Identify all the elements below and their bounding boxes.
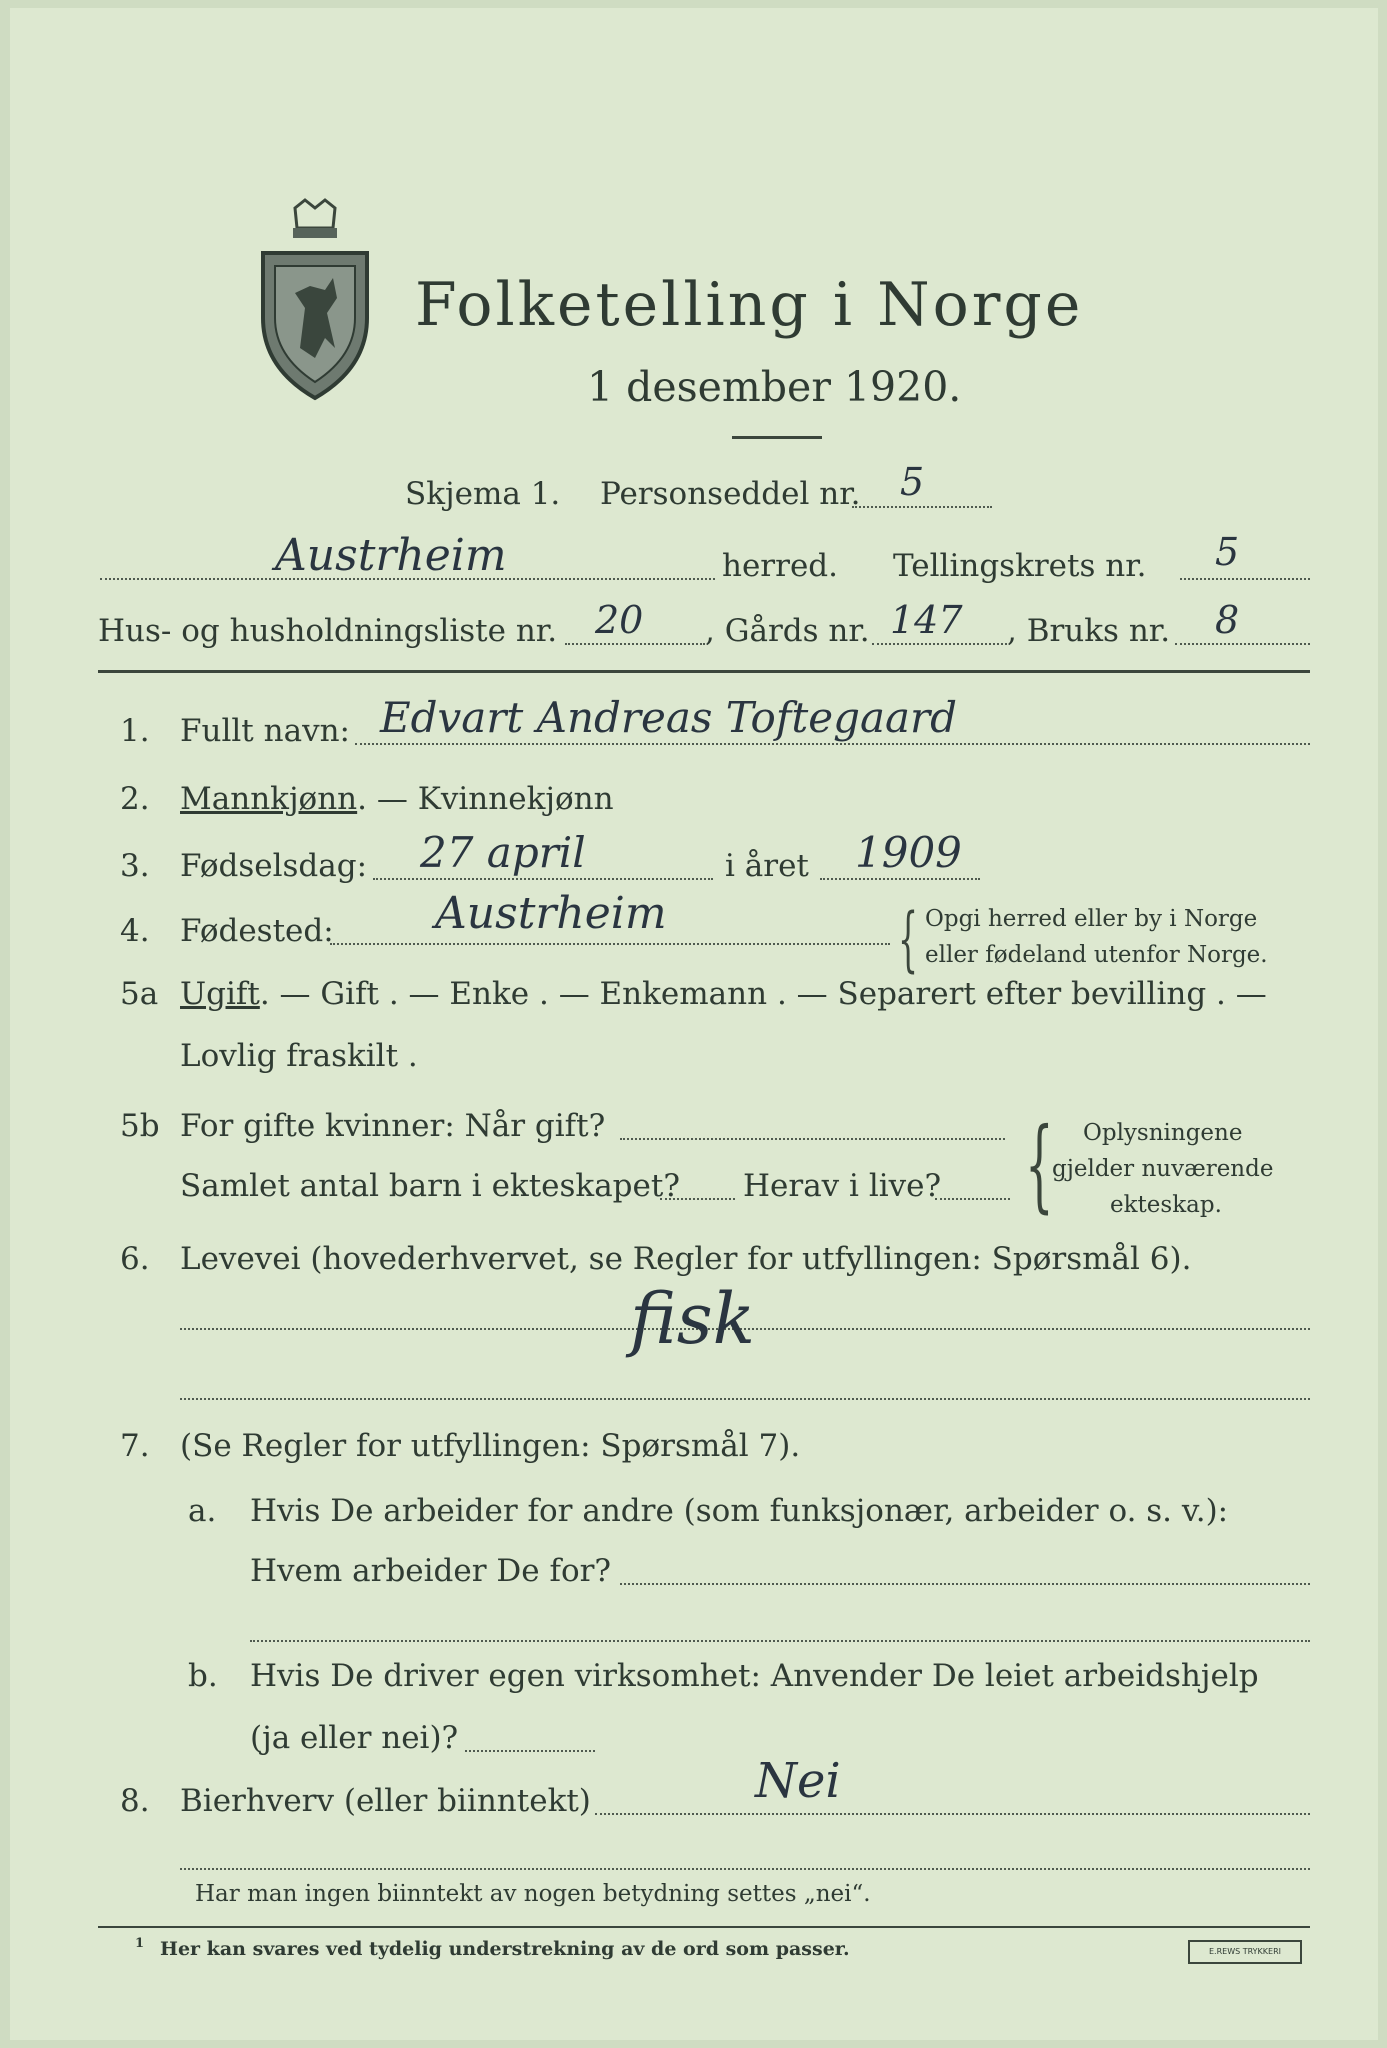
- q1-label: Fullt navn:: [180, 713, 350, 749]
- q4-label: Fødested:: [180, 913, 334, 949]
- q7b-line-1: Hvis De driver egen virksomhet: Anvender De leiet arbeidshjelp: [250, 1658, 1259, 1694]
- q8-label: Bierhverv (eller biinntekt): [180, 1783, 591, 1819]
- q4-note-2: eller fødeland utenfor Norge.: [925, 942, 1268, 968]
- sex-rest: . — Kvinnekjønn: [357, 781, 614, 817]
- q7-label: (Se Regler for utfyllingen: Spørsmål 7).: [180, 1428, 801, 1464]
- q8-note: Har man ingen biinntekt av nogen betydning settes „nei“.: [195, 1881, 871, 1907]
- hus-label: Hus- og husholdningsliste nr.: [98, 613, 558, 649]
- q7a-line-1: Hvis De arbeider for andre (som funksjonær, arbeider o. s. v.):: [250, 1493, 1229, 1529]
- title-divider: [732, 436, 822, 439]
- marital-line: [180, 976, 1267, 1012]
- q5b-note-2: gjelder nuværende: [1052, 1156, 1274, 1182]
- marital-rest: . — Gift . — Enke . — Enkemann . — Separert efter bevilling . —: [259, 976, 1267, 1012]
- q5b-line-1: For gifte kvinner: Når gift?: [180, 1108, 606, 1144]
- q3-year-label: i året: [725, 848, 809, 884]
- q3-label: Fødselsdag:: [180, 848, 368, 884]
- q3-number: 3.: [120, 848, 150, 884]
- tellingskrets-value: 5: [1215, 530, 1240, 574]
- herred-value: Austrheim: [275, 530, 507, 581]
- occupation-value: fisk: [630, 1278, 756, 1360]
- q8-number: 8.: [120, 1783, 150, 1819]
- q7a-line-2: Hvem arbeider De for?: [250, 1553, 612, 1589]
- bruks-label: , Bruks nr.: [1007, 613, 1171, 649]
- coat-of-arms-icon: [255, 198, 375, 408]
- personseddel-value: 5: [900, 460, 925, 504]
- birthplace-value: Austrheim: [435, 888, 667, 939]
- bruks-value: 8: [1215, 598, 1240, 642]
- q5b-line-2: Samlet antal barn i ekteskapet?: [180, 1168, 680, 1204]
- q4-number: 4.: [120, 913, 150, 949]
- q5b-alive: Herav i live?: [743, 1168, 942, 1204]
- q7b-line-2: (ja eller nei)?: [250, 1720, 459, 1756]
- census-form: Folketelling i Norge 1 desember 1920. Skjema 1. Personseddel nr. 5 Austrheim herred. Tellingskrets nr. 5 Hus- og husholdningsliste nr. 20 , Gårds nr. 147 , Bruks nr. 8 1. Fullt navn: Edvart Andreas Toftegaard 2. Mannkjønn. — Kvinnekjønn 3. Fødselsdag: 27 april i året 1909 4. Fødested: Austrheim { Opgi herred eller by i Norge eller fødeland utenfor Norge. 5a Ugift. — Gift . — Enke . — Enkemann . — Separert efter bevilling . — Lovlig fraskilt . 5b For gifte kvinner: Når gift? Samlet antal barn i ekteskapet? Herav i live? { Oplysningene gjelder nuværende ekteskap. 6. Levevei (hovederhvervet, se Regler for utfyllingen: Spørsmål 6). fisk 7. (Se Regler for utfyllingen: Spørsmål 7). a. Hvis De arbeider for andre (som funksjonær, arbeider o. s. v.): Hvem arbeider De for? b. Hvis De driver egen virksomhet: Anvender De leiet arbeidshjelp (ja eller nei)? 8. Bierhverv (eller biinntekt) Nei Har man ingen biinntekt av nogen betydning settes „nei“. 1 Her kan svares ved tydelig understrekning av de ord som passer. E.REWS TRYKKERI: [10, 8, 1378, 2040]
- marital-unmarried: Ugift: [180, 976, 260, 1012]
- hus-value: 20: [595, 598, 644, 642]
- sex-male: Mannkjønn: [180, 781, 358, 817]
- gards-value: 147: [890, 598, 963, 642]
- birthday-value: 27 april: [420, 828, 586, 877]
- q4-note-1: Opgi herred eller by i Norge: [925, 906, 1258, 932]
- q5b-note-1: Oplysningene: [1083, 1120, 1243, 1146]
- q2-number: 2.: [120, 781, 150, 817]
- q5a-number: 5a: [120, 976, 159, 1012]
- printer-stamp: E.REWS TRYKKERI: [1188, 1940, 1302, 1964]
- personseddel-label: Personseddel nr.: [600, 476, 861, 512]
- herred-label: herred.: [722, 548, 838, 584]
- birth-year-value: 1909: [855, 828, 962, 877]
- q7-number: 7.: [120, 1428, 150, 1464]
- q1-number: 1.: [120, 713, 150, 749]
- q5b-note-3: ekteskap.: [1110, 1192, 1222, 1218]
- side-income-value: Nei: [755, 1753, 841, 1809]
- q5b-number: 5b: [120, 1108, 160, 1144]
- header-divider: [98, 670, 1310, 673]
- q6-number: 6.: [120, 1241, 150, 1277]
- q7b-number: b.: [188, 1658, 218, 1694]
- footnote-number: 1: [135, 1936, 145, 1951]
- skjema-label: Skjema 1.: [405, 476, 561, 512]
- gards-label: , Gårds nr.: [705, 613, 870, 649]
- footer-divider: [98, 1926, 1310, 1928]
- q6-label: Levevei (hovederhvervet, se Regler for utfyllingen: Spørsmål 6).: [180, 1241, 1192, 1277]
- tellingskrets-label: Tellingskrets nr.: [893, 548, 1147, 584]
- marital-line-2: Lovlig fraskilt .: [180, 1038, 418, 1074]
- q7a-number: a.: [188, 1493, 217, 1529]
- sex-line: [180, 781, 614, 817]
- full-name-value: Edvart Andreas Toftegaard: [380, 693, 958, 742]
- census-date: 1 desember 1920.: [587, 363, 962, 411]
- form-title: Folketelling i Norge: [415, 270, 1084, 340]
- footnote: Her kan svares ved tydelig understrekning av de ord som passer.: [160, 1938, 850, 1960]
